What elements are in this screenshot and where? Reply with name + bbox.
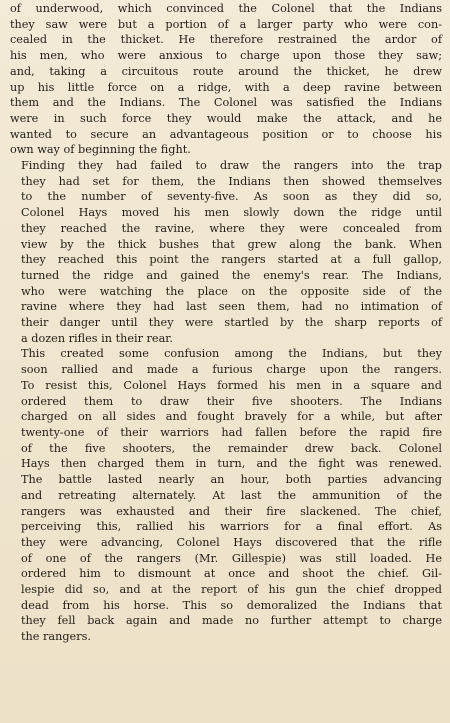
text-line: ordered him to dismount at once and shoot the chief. Gil- bbox=[21, 567, 442, 581]
article-body bbox=[10, 1, 442, 645]
text-line: own way of beginning the fight. bbox=[10, 143, 191, 157]
text-line: wanted to secure an advantageous position or to choose his bbox=[10, 127, 442, 141]
paragraph-3 bbox=[10, 346, 442, 644]
text-line: the rangers. bbox=[21, 630, 91, 644]
paragraph-2 bbox=[10, 158, 442, 346]
text-line: of one of the rangers (Mr. Gillespie) was still loaded. He bbox=[21, 551, 442, 565]
text-line: they fell back again and made no further attempt to charge bbox=[21, 614, 442, 628]
text-line: ravine where they had last seen them, had no intimation of bbox=[21, 300, 442, 314]
text-line: perceiving this, rallied his warriors for a final effort. As bbox=[21, 520, 442, 534]
text-line: Colonel Hays moved his men slowly down the ridge until bbox=[21, 206, 442, 220]
text-line: to the number of seventy-five. As soon as they did so, bbox=[21, 190, 442, 204]
text-line: their danger until they were startled by the sharp reports of bbox=[21, 316, 442, 330]
text-line: they reached the ravine, where they were concealed from bbox=[21, 221, 442, 235]
text-line: were in such force they would make the attack, and he bbox=[10, 111, 442, 125]
text-line: rangers was exhausted and their fire slackened. The chief, bbox=[21, 504, 442, 518]
text-line: This created some confusion among the Indians, but they bbox=[21, 347, 442, 361]
text-line: charged on all sides and fought bravely for a while, but after bbox=[21, 410, 442, 424]
text-line: they had set for them, the Indians then showed themselves bbox=[21, 174, 442, 188]
text-line: and retreating alternately. At last the ammunition of the bbox=[21, 488, 442, 502]
text-line: them and the Indians. The Colonel was satisfied the Indians bbox=[10, 96, 442, 110]
text-line: turned the ridge and gained the enemy's rear. The Indians, bbox=[21, 268, 442, 282]
text-line: and, taking a circuitous route around the thicket, he drew bbox=[10, 64, 442, 78]
paragraph-1 bbox=[10, 1, 442, 158]
text-line: up his little force on a ridge, with a deep ravine between bbox=[10, 80, 442, 94]
text-line: Finding they had failed to draw the rangers into the trap bbox=[21, 159, 442, 173]
text-line: they were advancing, Colonel Hays discovered that the rifle bbox=[21, 535, 442, 549]
text-line: they saw were but a portion of a larger party who were con- bbox=[10, 17, 442, 31]
text-line: view by the thick bushes that grew along the bank. When bbox=[21, 237, 442, 251]
text-line: cealed in the thicket. He therefore restrained the ardor of bbox=[10, 33, 442, 47]
text-line: Hays then charged them in turn, and the fight was renewed. bbox=[21, 457, 442, 471]
text-line: The battle lasted nearly an hour, both parties advancing bbox=[21, 473, 442, 487]
text-line: his men, who were anxious to charge upon those they saw; bbox=[10, 49, 442, 63]
text-line: they reached this point the rangers started at a full gallop, bbox=[21, 253, 442, 267]
text-line: twenty-one of their warriors had fallen before the rapid fire bbox=[21, 425, 442, 439]
text-line: of the five shooters, the remainder drew back. Colonel bbox=[21, 441, 442, 455]
text-line: soon rallied and made a furious charge upon the rangers. bbox=[21, 363, 442, 377]
text-line: ordered them to draw their five shooters. The Indians bbox=[21, 394, 442, 408]
text-line: To resist this, Colonel Hays formed his men in a square and bbox=[21, 378, 442, 392]
text-line: who were watching the place on the opposite side of the bbox=[21, 284, 442, 298]
text-line: of underwood, which convinced the Colonel that the Indians bbox=[10, 2, 442, 15]
text-line: lespie did so, and at the report of his gun the chief dropped bbox=[21, 583, 442, 597]
text-line: a dozen rifles in their rear. bbox=[21, 331, 174, 345]
text-line: dead from his horse. This so demoralized the Indians that bbox=[21, 598, 442, 612]
